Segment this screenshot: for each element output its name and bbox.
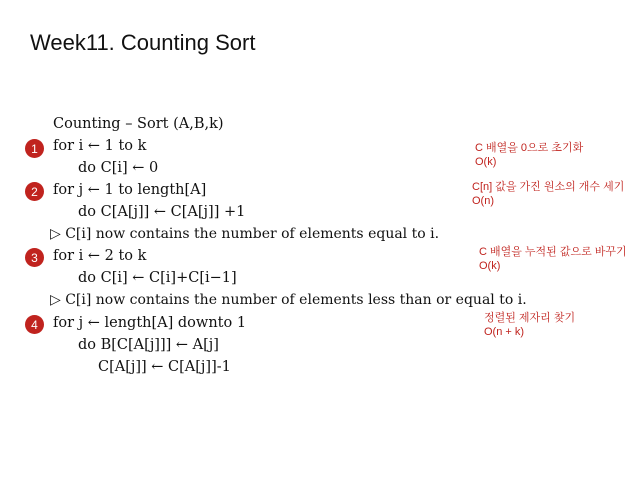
step-note-1-complexity: O(k) <box>475 156 497 168</box>
code-line-2: do C[i] ← 0 <box>78 160 159 176</box>
slide-title: Week11. Counting Sort <box>30 30 256 55</box>
code-line-3: for j ← 1 to length[A] <box>53 182 207 198</box>
step-note-4 <box>484 311 575 339</box>
step-badge-1: 1 <box>25 139 44 158</box>
comment-line-1: ▷ C[i] now contains the number of elements equal to i. <box>50 226 440 242</box>
comment-line-2: ▷ C[i] now contains the number of elements less than or equal to i. <box>50 292 527 308</box>
algorithm-heading: Counting – Sort (A,B,k) <box>53 116 224 132</box>
step-note-1-text: C 배열을 0으로 초기화 <box>475 142 584 154</box>
step-note-2-text: C[n] 값을 가진 원소의 개수 세기 <box>472 181 625 193</box>
step-note-3-text: C 배열을 누적된 값으로 바꾸기 <box>479 246 627 258</box>
step-note-1 <box>475 141 583 169</box>
step-note-4-complexity: O(n + k) <box>484 326 525 338</box>
code-line-4: do C[A[j]] ← C[A[j]] +1 <box>78 204 246 220</box>
step-badge-3: 3 <box>25 248 44 267</box>
step-note-3 <box>479 245 627 273</box>
step-badge-2: 2 <box>25 182 44 201</box>
code-line-9: C[A[j]] ← C[A[j]]-1 <box>98 359 231 375</box>
code-line-1: for i ← 1 to k <box>53 138 147 154</box>
step-note-2 <box>472 180 624 208</box>
code-line-5: for i ← 2 to k <box>53 248 147 264</box>
code-line-6: do C[i] ← C[i]+C[i−1] <box>78 270 237 286</box>
code-line-7: for j ← length[A] downto 1 <box>53 315 247 331</box>
step-note-2-complexity: O(n) <box>472 195 494 207</box>
step-badge-4: 4 <box>25 315 44 334</box>
step-note-4-text: 정렬된 제자리 찾기 <box>484 312 576 324</box>
code-line-8: do B[C[A[j]]] ← A[j] <box>78 337 219 353</box>
step-note-3-complexity: O(k) <box>479 260 501 272</box>
